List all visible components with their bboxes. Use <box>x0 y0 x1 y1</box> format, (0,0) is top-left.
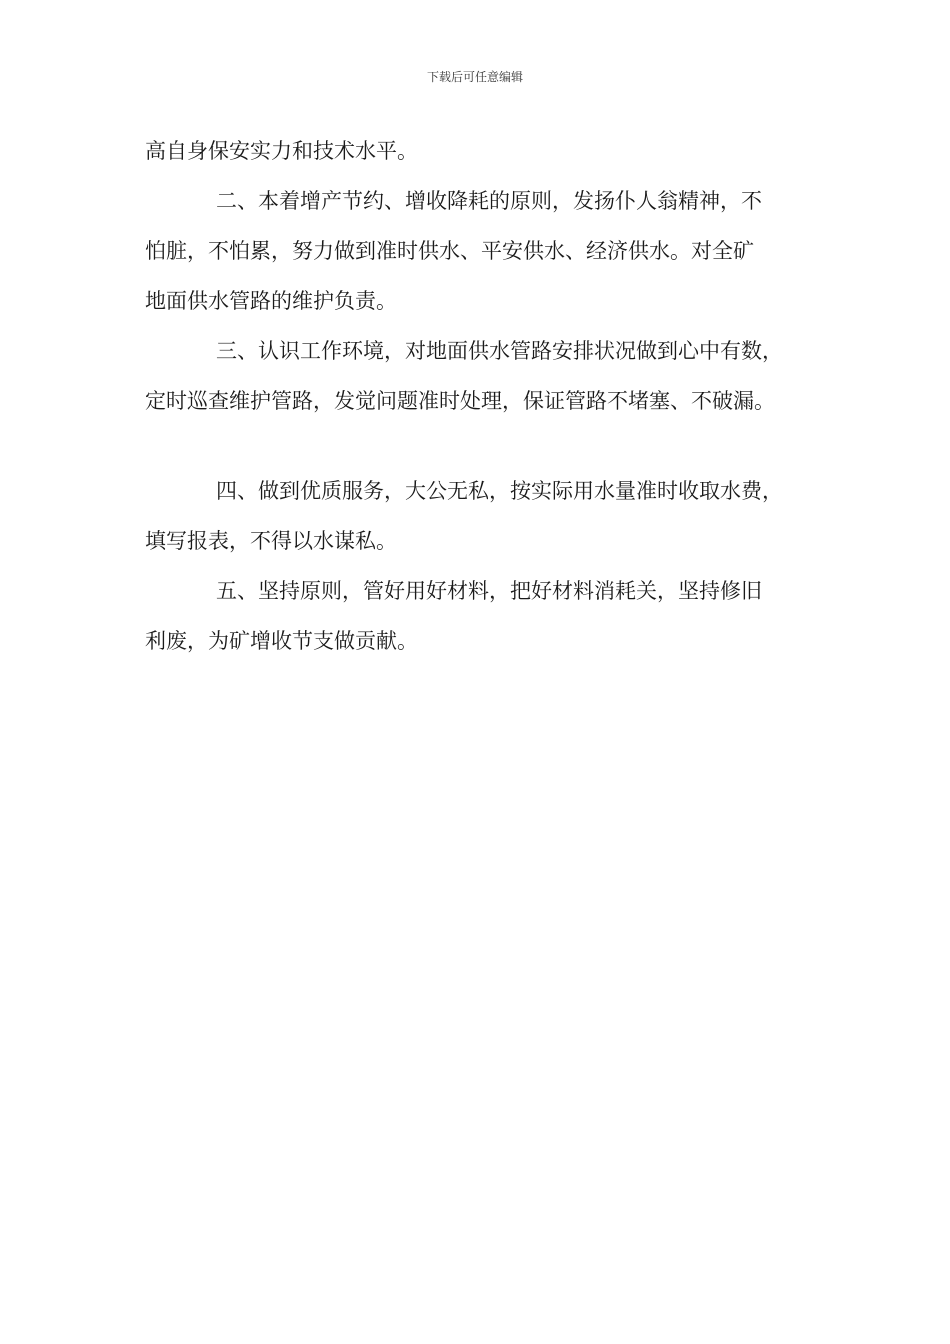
paragraph-2-line-3: 地面供水管路的维护负责。 <box>145 289 397 313</box>
document-body <box>145 132 835 672</box>
paragraph-2-line-2: 怕脏，不怕累，努力做到准时供水、平安供水、经济供水。对全矿 <box>145 239 754 263</box>
paragraph-5-line-2: 利废，为矿增收节支做贡献。 <box>145 629 418 653</box>
paragraph-2-line-1: 二、本着增产节约、增收降耗的原则，发扬仆人翁精神，不 <box>216 189 762 213</box>
paragraph-3-line-1: 三、认识工作环境，对地面供水管路安排状况做到心中有数， <box>216 339 783 363</box>
paragraph-4-line-1: 四、做到优质服务，大公无私，按实际用水量准时收取水费， <box>216 479 783 503</box>
page-header: 下载后可任意编辑 <box>426 70 523 84</box>
paragraph-1-line-1: 高自身保安实力和技术水平。 <box>145 139 418 163</box>
paragraph-4-line-2: 填写报表，不得以水谋私。 <box>145 529 397 553</box>
paragraph-5-line-1: 五、坚持原则，管好用好材料，把好材料消耗关，坚持修旧 <box>216 579 762 603</box>
paragraph-spacer <box>145 432 835 472</box>
paragraph-3-line-2: 定时巡查维护管路，发觉问题准时处理，保证管路不堵塞、不破漏。 <box>145 389 775 413</box>
